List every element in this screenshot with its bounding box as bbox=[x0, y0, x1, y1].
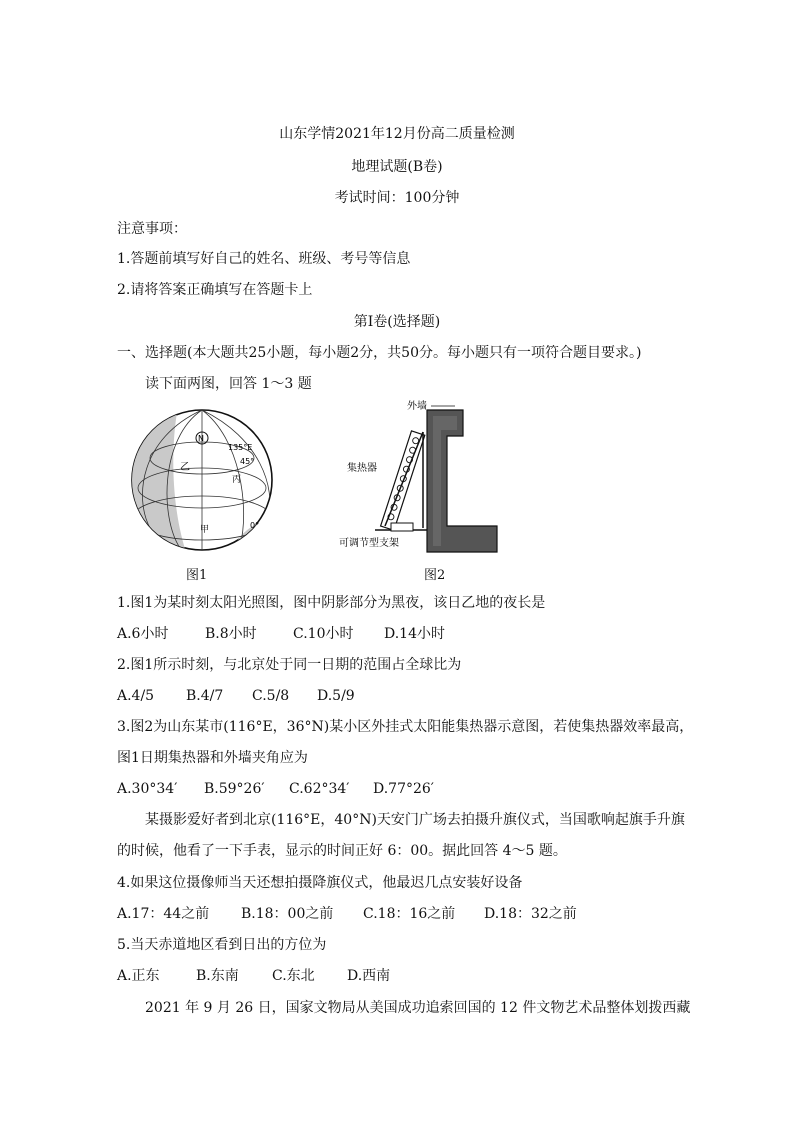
question-2-stem: 2.图1所示时刻，与北京处于同一日期的范围占全球比为 bbox=[117, 657, 462, 673]
question-3-stem-cont: 图1日期集热器和外墙夹角应为 bbox=[117, 750, 308, 766]
question-1-stem: 1.图1为某时刻太阳光照图，图中阴影部分为黑夜，该日乙地的夜长是 bbox=[117, 595, 546, 611]
figure2-caption: 图2 bbox=[424, 568, 446, 583]
q3-option-a: A.30°34′ bbox=[117, 781, 178, 797]
figure1-globe bbox=[120, 398, 300, 588]
q5-option-c: C.东北 bbox=[272, 968, 315, 984]
notes-heading: 注意事项： bbox=[117, 221, 187, 237]
q3-option-b: B.59°26′ bbox=[204, 781, 265, 797]
note-item: 1.答题前填写好自己的姓名、班级、考号等信息 bbox=[117, 251, 411, 267]
q5-option-a: A.正东 bbox=[117, 968, 160, 984]
figure1-caption: 图1 bbox=[186, 568, 208, 583]
passage-3-line-1: 2021 年 9 月 26 日，国家文物局从美国成功追索回国的 12 件文物艺术品整体划拨西藏 bbox=[145, 1000, 691, 1016]
q1-option-b: B.8小时 bbox=[205, 626, 257, 642]
point-jia-label: 甲 bbox=[200, 525, 210, 535]
q1-option-a: A.6小时 bbox=[117, 626, 169, 642]
passage-2-line-2: 的时候，他看了一下手表，显示的时间正好 6：00。据此回答 4～5 题。 bbox=[117, 843, 567, 859]
q2-option-d: D.5/9 bbox=[317, 688, 355, 704]
exam-time: 考试时间：100分钟 bbox=[334, 190, 460, 206]
q2-option-a: A.4/5 bbox=[117, 688, 155, 704]
figure2-diagram bbox=[335, 396, 515, 556]
q3-option-c: C.62°34′ bbox=[289, 781, 350, 797]
exam-title: 山东学情2021年12月份高二质量检测 bbox=[279, 126, 515, 142]
q2-option-c: C.5/8 bbox=[252, 688, 290, 704]
passage-intro: 读下面两图，回答 1～3 题 bbox=[145, 376, 312, 392]
q3-option-d: D.77°26′ bbox=[373, 781, 434, 797]
lon-label: 135°E bbox=[228, 443, 253, 452]
q4-option-d: D.18：32之前 bbox=[484, 906, 577, 922]
q4-option-a: A.17：44之前 bbox=[117, 906, 210, 922]
collector-label: 集热器 bbox=[347, 463, 377, 474]
exam-subtitle: 地理试题(B卷) bbox=[351, 159, 443, 175]
section-instruction: 一、选择题(本大题共25小题，每小题2分，共50分。每小题只有一项符合题目要求。) bbox=[117, 345, 642, 361]
q5-option-b: B.东南 bbox=[196, 968, 239, 984]
passage-2-line-1: 某摄影爱好者到北京(116°E，40°N)天安门广场去拍摄升旗仪式，当国歌响起旗手升旗 bbox=[145, 812, 685, 828]
lat-label: 45° bbox=[240, 457, 255, 466]
note-item: 2.请将答案正确填写在答题卡上 bbox=[117, 282, 313, 298]
zero-label: 0° bbox=[250, 521, 260, 530]
wall-label: 外墙 bbox=[407, 401, 427, 412]
q1-option-d: D.14小时 bbox=[384, 626, 445, 642]
q4-option-c: C.18：16之前 bbox=[363, 906, 456, 922]
question-5-stem: 5.当天赤道地区看到日出的方位为 bbox=[117, 937, 327, 953]
q4-option-b: B.18：00之前 bbox=[241, 906, 334, 922]
q1-option-c: C.10小时 bbox=[293, 626, 354, 642]
question-3-stem: 3.图2为山东某市(116°E，36°N)某小区外挂式太阳能集热器示意图，若使集热器效率最高， bbox=[117, 719, 694, 735]
north-label: N bbox=[198, 434, 204, 443]
point-bing-label: 丙 bbox=[232, 475, 242, 485]
bracket-label: 可调节型支架 bbox=[339, 538, 399, 549]
section-title: 第I卷(选择题) bbox=[353, 314, 441, 330]
question-4-stem: 4.如果这位摄像师当天还想拍摄降旗仪式，他最迟几点安装好设备 bbox=[117, 875, 523, 891]
q2-option-b: B.4/7 bbox=[186, 688, 224, 704]
point-yi-label: 乙 bbox=[180, 462, 190, 473]
q5-option-d: D.西南 bbox=[347, 968, 391, 984]
